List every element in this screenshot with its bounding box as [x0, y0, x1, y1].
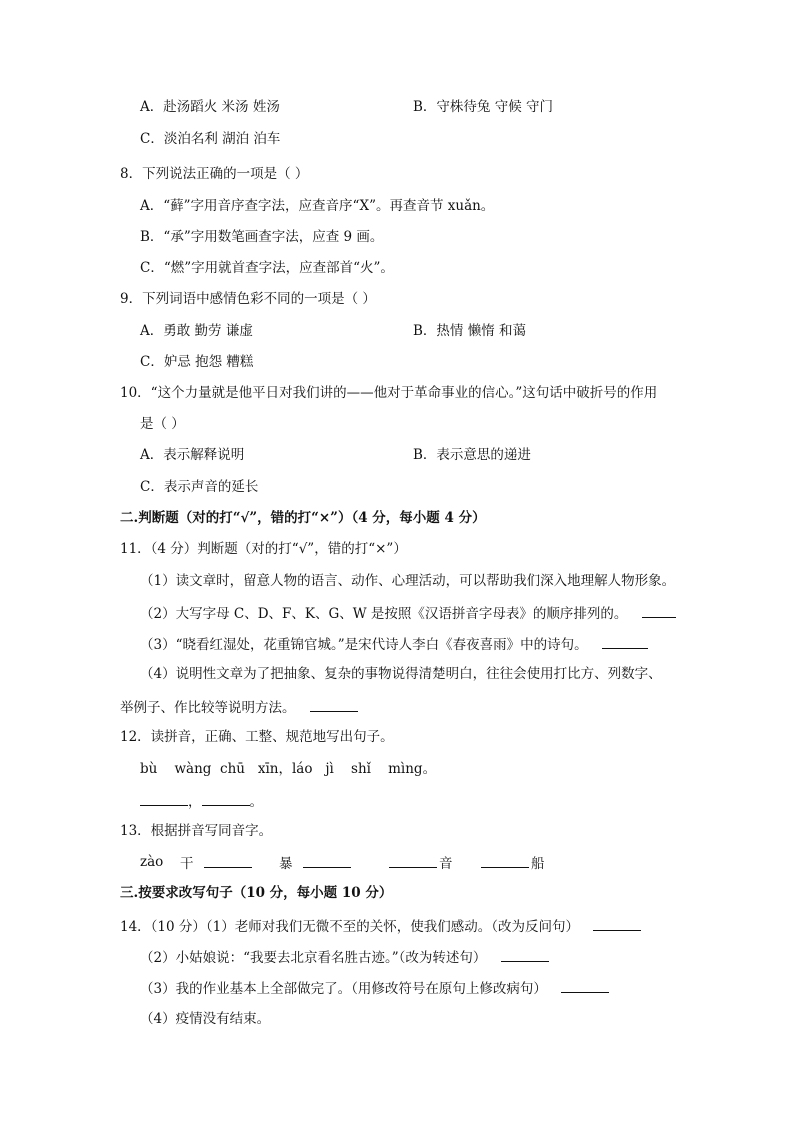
- q14-item2-text: （2）小姑娘说：“我要去北京看名胜古迹。”（改为转述句）: [140, 950, 487, 966]
- q13-pinyin: zào: [140, 854, 164, 870]
- q13-stem: 13．根据拼音写同音字。: [120, 823, 273, 839]
- q11-item3-answer-blank[interactable]: [602, 634, 648, 649]
- q13-char-3: 音: [439, 856, 453, 872]
- q12-answer-blank-1[interactable]: [140, 791, 188, 806]
- q11-item2-answer-blank[interactable]: [642, 603, 676, 618]
- q7-option-a: [140, 98, 280, 116]
- q7-option-c-label: C．: [140, 131, 164, 147]
- q9-option-a: A．勇敢 勤劳 谦虚: [140, 323, 253, 339]
- q7-option-a-text: 赴汤蹈火 米汤 姓汤: [163, 99, 280, 115]
- q14-item2: [140, 947, 549, 967]
- q10-option-a: A．表示解释说明: [140, 447, 245, 463]
- q7-option-a-label: A．: [140, 99, 164, 115]
- q11-item4: [120, 697, 358, 717]
- q12-period: 。: [249, 794, 263, 810]
- q14-item3-text: （3）我的作业基本上全部做完了。（用修改符号在原句上修改病句）: [140, 981, 547, 997]
- q9-stem: 9．下列词语中感情色彩不同的一项是（ ）: [120, 291, 376, 307]
- q12-answer-row: [140, 791, 263, 811]
- q11-item3: [140, 634, 648, 654]
- q13-blank-3[interactable]: [389, 853, 437, 868]
- q7-option-c: [140, 130, 280, 148]
- q12-pinyin: bù wàng chū xīn，láo jì shǐ mìng。: [140, 761, 437, 777]
- q11-item2-text: （2）大写字母 C、D、F、K、G、W 是按照《汉语拼音字母表》的顺序排列的。: [140, 606, 628, 622]
- q7-option-b-label: B．: [413, 99, 437, 115]
- q11-item4-answer-blank[interactable]: [310, 697, 358, 712]
- q13-blank-4[interactable]: [481, 853, 529, 868]
- q11-item4-line2: 举例子、作比较等说明方法。: [120, 700, 296, 716]
- q8-option-b: B．“承”字用数笔画查字法，应查 9 画。: [140, 229, 384, 245]
- q12-comma: ，: [188, 794, 202, 810]
- q11-item1: （1）读文章时，留意人物的语言、动作、心理活动，可以帮助我们深入地理解人物形象。: [140, 573, 676, 589]
- section3-heading: 三.按要求改写句子（10 分，每小题 10 分）: [120, 885, 393, 901]
- section2-heading: 二.判断题（对的打“√”，错的打“×”）（4 分，每小题 4 分）: [120, 510, 486, 526]
- q8-option-a: A．“藓”字用音序查字法，应查音序“X”。再查音节 xuǎn。: [140, 198, 495, 214]
- q13-item4: [481, 853, 545, 873]
- q8-stem: 8．下列说法正确的一项是（ ）: [120, 166, 309, 182]
- q7-option-b: [413, 98, 553, 116]
- q10-stem-line1: 10．“这个力量就是他平日对我们讲的——他对于革命事业的信心。”这句话中破折号的作用: [120, 385, 658, 401]
- q9-option-c: C．妒忌 抱怨 糟糕: [140, 354, 254, 370]
- q12-answer-blank-2[interactable]: [202, 791, 250, 806]
- q12-stem: 12．读拼音，正确、工整、规范地写出句子。: [120, 729, 394, 745]
- q14-item2-answer-blank[interactable]: [501, 947, 549, 962]
- q14-item1-answer-blank[interactable]: [593, 916, 641, 931]
- q13-item1: [180, 853, 252, 873]
- q10-option-b: B．表示意思的递进: [413, 447, 531, 463]
- q11-item3-text: （3）“晓看红湿处，花重锦官城。”是宋代诗人李白《春夜喜雨》中的诗句。: [140, 637, 588, 653]
- q9-option-b: B．热情 懒惰 和蔼: [413, 323, 527, 339]
- q14-item3-answer-blank[interactable]: [561, 978, 609, 993]
- q7-option-b-text: 守株待兔 守候 守门: [436, 99, 554, 115]
- q13-item3: [389, 853, 453, 873]
- q14-item3: [140, 978, 609, 998]
- q14-item4: （4）疫情没有结束。: [140, 1011, 271, 1027]
- q13-char-2: 暴: [279, 856, 293, 872]
- q11-item4-line1: （4）说明性文章为了把抽象、复杂的事物说得清楚明白，往往会使用打比方、列数字、: [140, 666, 662, 682]
- q8-option-c: C．“燃”字用就首查字法，应查部首“火”。: [140, 260, 394, 276]
- q14-item1: [120, 916, 641, 936]
- q10-option-c: C．表示声音的延长: [140, 479, 259, 495]
- q11-item2: [140, 603, 676, 623]
- q13-blank-2[interactable]: [303, 853, 351, 868]
- q7-option-c-text: 淡泊名利 湖泊 泊车: [163, 131, 281, 147]
- q13-char-4: 船: [531, 856, 545, 872]
- q11-stem: 11．（4 分）判断题（对的打“√”，错的打“×”）: [120, 541, 407, 557]
- q13-char-1: 干: [180, 856, 194, 872]
- q13-item2: [279, 853, 351, 873]
- q13-blank-1[interactable]: [204, 853, 252, 868]
- q14-item1-text: 14．（10 分）（1）老师对我们无微不至的关怀，使我们感动。（改为反问句）: [120, 919, 579, 935]
- q10-stem-line2: 是（ ）: [140, 416, 185, 432]
